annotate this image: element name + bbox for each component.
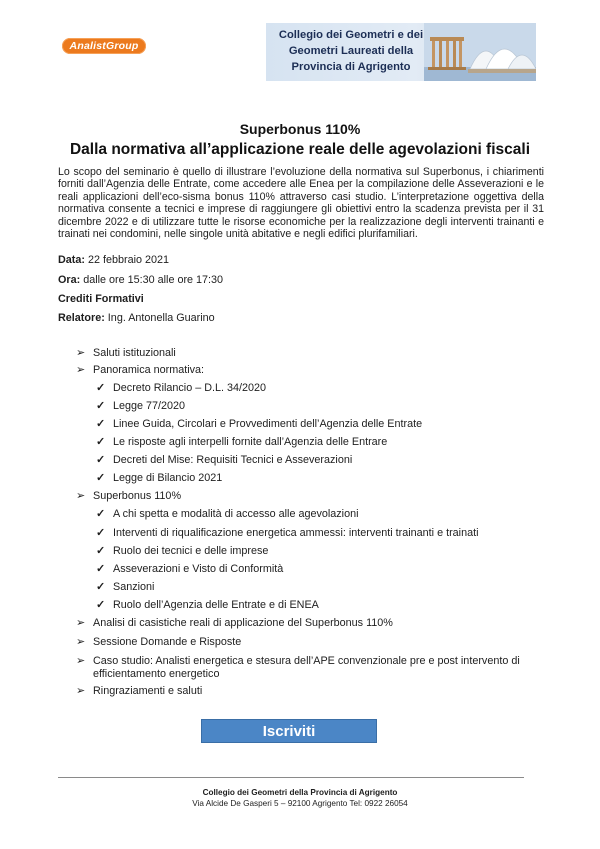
arrow-bullet-icon: ➢ — [76, 364, 86, 376]
time-label: Ora: — [58, 274, 81, 286]
speaker-label: Relatore: — [58, 312, 105, 324]
date-field — [58, 254, 169, 266]
checkmark-icon: ✓ — [96, 545, 106, 557]
arrow-bullet-icon: ➢ — [76, 347, 86, 359]
banner-line: Geometri Laureati della — [288, 45, 414, 57]
arrow-bullet-icon: ➢ — [76, 490, 86, 502]
collegio-banner — [266, 23, 536, 81]
register-button[interactable]: Iscriviti — [201, 719, 377, 743]
checkmark-icon: ✓ — [96, 382, 106, 394]
analist-group-logo: AnalistGroup — [62, 38, 146, 54]
banner-line: Provincia di Agrigento — [291, 61, 411, 73]
speaker-field — [58, 312, 215, 324]
credits-field — [58, 293, 144, 305]
intro-paragraph: Lo scopo del seminario è quello di illustrare l’evoluzione della normativa sul Superbonus, i chiarimenti forniti dall’Agenzia delle Entrate, come accedere alle Enea per la compilazione delle Asseverazioni e le reali applicazioni dell’eco-sisma bonus 110% attraverso casi studio. L’interpretazione oggettiva della normativa consente a tecnici e imprese di raggiungere gli obiettivi entro la scadenza prevista per il 31 dicembre 2022 e di utilizzare tutte le risorse economiche per la realizzazione degli interventi trainanti e trainati nei condomini, nelle singole unità abitative e negli edifici plurifamiliari. — [58, 166, 544, 241]
arrow-bullet-icon: ➢ — [76, 617, 86, 629]
credits-label: Crediti Formativi — [58, 293, 144, 305]
speaker-value: Ing. Antonella Guarino — [104, 312, 215, 324]
footer-divider — [58, 777, 524, 778]
checkmark-icon: ✓ — [96, 418, 106, 430]
checkmark-icon: ✓ — [96, 508, 106, 520]
time-field — [58, 274, 223, 286]
arrow-bullet-icon: ➢ — [76, 636, 86, 648]
footer-organization: Collegio dei Geometri della Provincia di Agrigento — [202, 788, 398, 797]
checkmark-icon: ✓ — [96, 563, 106, 575]
footer-address: Via Alcide De Gasperi 5 – 92100 Agrigento Tel: 0922 26054 — [192, 799, 408, 808]
checkmark-icon: ✓ — [96, 599, 106, 611]
date-label: Data: — [58, 254, 85, 266]
checkmark-icon: ✓ — [96, 454, 106, 466]
arrow-bullet-icon: ➢ — [76, 655, 86, 667]
checkmark-icon: ✓ — [96, 581, 106, 593]
document-subtitle: Dalla normativa all’applicazione reale delle agevolazioni fiscali — [69, 141, 530, 158]
document-title: Superbonus 110% — [239, 121, 361, 137]
arrow-bullet-icon: ➢ — [76, 685, 86, 697]
checkmark-icon: ✓ — [96, 472, 106, 484]
banner-line: Collegio dei Geometri e dei — [278, 29, 424, 41]
banner-title — [266, 27, 436, 75]
temple-opera-house-image — [424, 23, 536, 81]
time-value: dalle ore 15:30 alle ore 17:30 — [80, 274, 224, 286]
date-value: 22 febbraio 2021 — [85, 254, 170, 266]
agenda-list: ➢ Saluti istituzionali ➢ Panoramica normativa: ✓ Decreto Rilancio – D.L. 34/2020 ✓ Legge 77/2020 ✓ Linee Guida, Circolari e Provvedimenti dell’Agenzia delle Entrate ✓ Le risposte agli interpelli fornite dall’Agenzia delle Entrare ✓ Decreti del Mise: Requisiti Tecnici e Asseverazioni ✓ Legge di Bilancio 2021 ➢ Superbonus 110% ✓ A chi spetta e modalità di accesso alle agevolazioni ✓ Interventi di riqualificazione energetica ammessi: interventi trainanti e trainati ✓ Ruolo dei tecnici e delle imprese ✓ Asseverazioni e Visto di Conformità ✓ Sanzioni ✓ Ruolo dell’Agenzia delle Entrate e di ENEA ➢ Analisi di casistiche reali di applicazione del Superbonus 110% ➢ Sessione Domande e Risposte ➢ Caso studio: Analisti energetica e stesura dell’APE convenzionale pre e post intervento di efficientamento energetico ➢ Ringraziamenti e saluti — [76, 347, 520, 697]
checkmark-icon: ✓ — [96, 400, 106, 412]
checkmark-icon: ✓ — [96, 527, 106, 539]
checkmark-icon: ✓ — [96, 436, 106, 448]
